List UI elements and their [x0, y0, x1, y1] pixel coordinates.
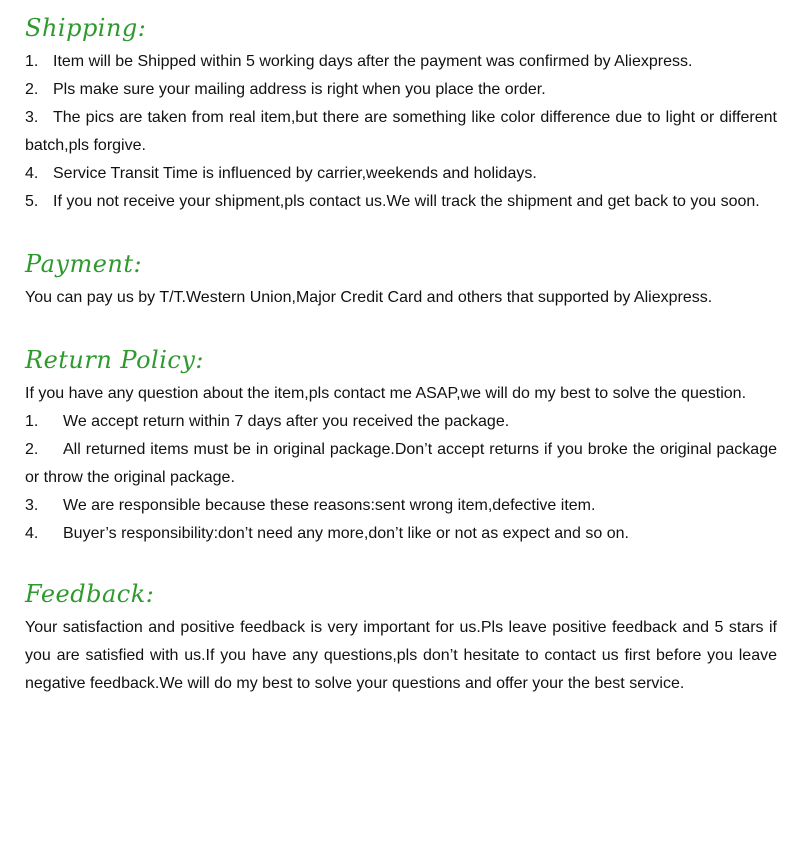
list-item-text: We accept return within 7 days after you received the package. — [63, 413, 510, 430]
return-policy-intro: If you have any question about the item,pls contact me ASAP,we will do my best to solve the question. — [25, 385, 747, 402]
policy-document — [25, 8, 777, 698]
list-number: 5. — [25, 193, 39, 210]
shipping-item-2 — [25, 76, 777, 104]
return-policy-heading: Return Policy: — [25, 346, 204, 374]
list-number: 2. — [25, 81, 39, 98]
list-number: 4. — [25, 165, 39, 182]
list-number: 2. — [25, 441, 39, 458]
shipping-item-1 — [25, 48, 777, 76]
feedback-text: Your satisfaction and positive feedback is very important for us.Pls leave positive feedback and 5 stars if you are satisfied with us.If you have any questions,pls don’t hesitate to contact us first before you leave negative feedback.We will do my best to solve your questions and offer your the best service. — [25, 619, 777, 692]
list-item-text: Item will be Shipped within 5 working days after the payment was confirmed by Aliexpress. — [53, 53, 693, 70]
shipping-heading: Shipping: — [25, 14, 147, 42]
list-number: 4. — [25, 525, 39, 542]
feedback-heading: Feedback: — [25, 580, 155, 608]
payment-section — [25, 244, 777, 312]
list-item-text: Service Transit Time is influenced by carrier,weekends and holidays. — [53, 165, 537, 182]
list-item-text: Buyer’s responsibility:don’t need any more,don’t like or not as expect and so on. — [63, 525, 629, 542]
shipping-item-5 — [25, 188, 777, 216]
payment-heading: Payment: — [25, 250, 143, 278]
list-item-text: If you not receive your shipment,pls contact us.We will track the shipment and get back to you soon. — [53, 193, 760, 210]
list-item-text: All returned items must be in original package.Don’t accept returns if you broke the original package or throw the original package. — [25, 441, 777, 486]
shipping-item-4 — [25, 160, 777, 188]
list-number: 1. — [25, 413, 39, 430]
return-item-4 — [25, 520, 777, 548]
return-item-1 — [25, 408, 777, 436]
list-number: 1. — [25, 53, 39, 70]
list-number: 3. — [25, 109, 39, 126]
return-item-2 — [25, 436, 777, 492]
shipping-item-3 — [25, 104, 777, 160]
list-item-text: Pls make sure your mailing address is right when you place the order. — [53, 81, 546, 98]
return-policy-section — [25, 340, 777, 548]
payment-text: You can pay us by T/T.Western Union,Major Credit Card and others that supported by Aliexpress. — [25, 289, 713, 306]
list-item-text: We are responsible because these reasons:sent wrong item,defective item. — [63, 497, 596, 514]
list-number: 3. — [25, 497, 39, 514]
feedback-section — [25, 574, 777, 698]
list-item-text: The pics are taken from real item,but there are something like color difference due to light or different batch,pls forgive. — [25, 109, 777, 154]
return-item-3 — [25, 492, 777, 520]
shipping-section — [25, 8, 777, 216]
